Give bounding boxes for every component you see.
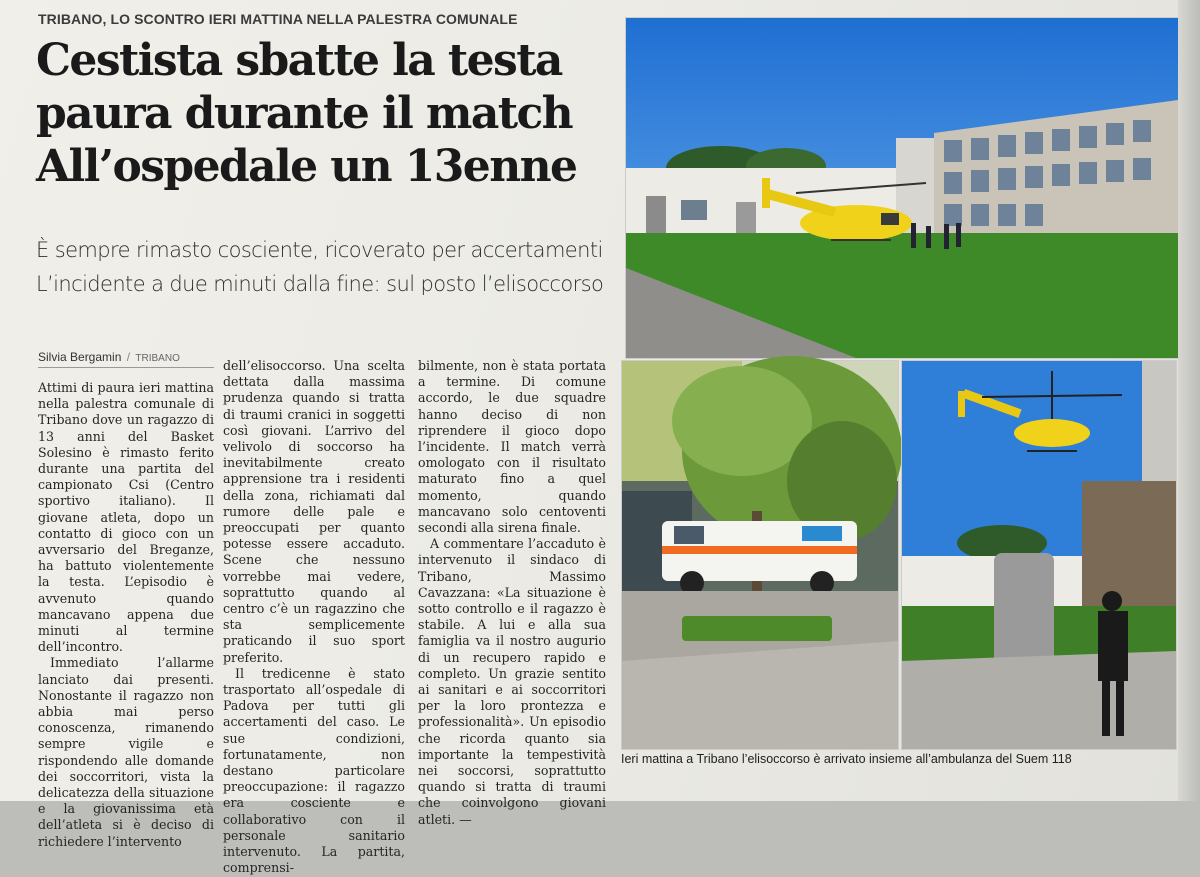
photo-caption: Ieri mattina a Tribano l’elisoccorso è arrivato insieme all’ambulanza del Suem 118 <box>621 752 1072 766</box>
subheadline <box>36 233 621 301</box>
headline-line-2: paura durante il match <box>36 88 573 139</box>
byline-place: TRIBANO <box>135 353 180 364</box>
page-edge-shadow <box>1178 0 1200 801</box>
paragraph: A commentare l’accaduto è intervenuto il sindaco di Tribano, Massimo Cavazzana: «La situazione è sotto controllo e il ragazzo è stabile. A lui e alla sua famiglia va il nostro augurio di un recupero rapido e completo. Un grazie sentito ai sanitari e ai soccorritori per la loro prontezza e professionalità». Un episodio che ricorda quanto sia importante la tempestività nei soccorsi, soprattutto quando si tratta di traumi che coinvolgono giovani atleti. — <box>418 536 606 827</box>
headline-line-1: Cestista sbatte la testa <box>36 35 562 86</box>
paragraph: bilmente, non è stata portata a termine. Di comune accordo, le due squadre hanno deciso di non riprendere il gioco dopo l’incidente. Il match verrà omologato con il risultato maturato fino a quel momento, quando mancavano solo centoventi secondi alla sirena finale. <box>418 358 606 536</box>
byline-author: Silvia Bergamin <box>38 350 122 364</box>
kicker-text: , LO SCONTRO IERI MATTINA NELLA PALESTRA COMUNALE <box>102 11 518 27</box>
paragraph: Attimi di paura ieri mattina nella palestra comunale di Tribano dove un ragazzo di 13 anni del Basket Solesino è rimasto ferito durante una partita del campionato Csi (Centro sportivo italiano). Il giovane atleta, dopo un contatto di gioco con un avversario del Breganze, ha battuto violentemente la testa. L’episodio è avvenuto quando mancavano appena due minuti al termine dell’incontro. <box>38 380 214 655</box>
headline-line-3: All’ospedale un 13enne <box>36 141 577 192</box>
subheadline-line-1: È sempre rimasto cosciente, ricoverato per accertamenti <box>36 238 603 262</box>
photo-helicopter-landed <box>625 17 1179 359</box>
kicker-place: TRIBANO <box>38 11 103 27</box>
article-column-1 <box>38 380 214 850</box>
helicopter-landed-illustration <box>626 18 1178 358</box>
paragraph: dell’elisoccorso. Una scelta dettata dalla massima prudenza quando si tratta di traumi cranici in soggetti così giovani. L’arrivo del velivolo di soccorso ha inevitabilmente creato apprensione tra i residenti della zona, richiamati dal rumore delle pale e preoccupati per quanto potesse essere accaduto. Scene che nessuno vorrebbe mai vedere, soprattutto quando al centro c’è un ragazzino che sta semplicemente praticando il suo sport preferito. <box>223 358 405 665</box>
headline <box>36 34 616 193</box>
photo-ambulance <box>621 360 899 750</box>
helicopter-flight-illustration <box>902 361 1176 749</box>
subheadline-line-2: L’incidente a due minuti dalla fine: sul posto l’elisoccorso <box>36 272 604 296</box>
paragraph: Il tredicenne è stato trasportato all’ospedale di Padova per tutti gli accertamenti del caso. Le sue condizioni, fortunatamente, non destano particolare preoccupazione: il ragazzo era cosciente e collaborativo con il personale sanitario intervenuto. La partita, comprensi- <box>223 665 405 876</box>
byline-separator: / <box>126 350 131 364</box>
kicker <box>38 12 518 26</box>
article-column-3 <box>418 358 606 828</box>
photo-helicopter-flight <box>901 360 1177 750</box>
byline-rule <box>38 367 214 368</box>
article-column-2 <box>223 358 405 877</box>
paragraph: Immediato l’allarme lanciato dai presenti. Nonostante il ragazzo non abbia mai perso conoscenza, rimanendo sempre vigile e rispondendo alle domande dei soccorritori, vista la delicatezza della situazione e la giovanissima età dell’atleta si è deciso di richiedere l’intervento <box>38 655 214 849</box>
byline <box>38 351 180 364</box>
ambulance-illustration <box>622 361 898 749</box>
